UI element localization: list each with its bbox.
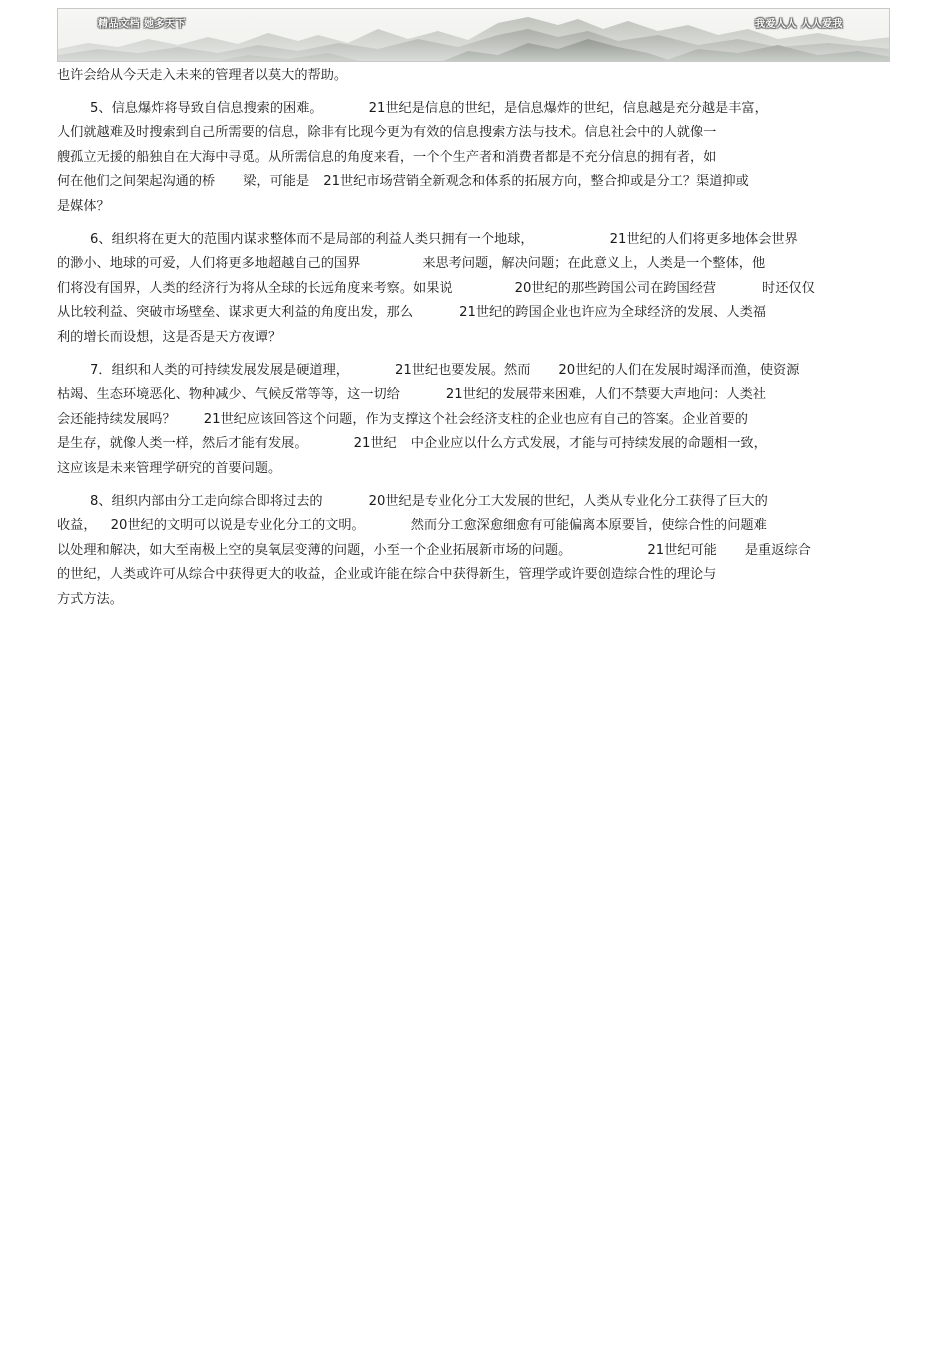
text-line: 从比较利益、突破市场壁垒、谋求更大利益的角度出发，那么 21世纪的跨国企业也许应为全球经济的发展、人类福: [57, 305, 766, 321]
paragraph-intro: [57, 64, 887, 89]
header-banner: [57, 8, 890, 62]
text-line: 的渺小、地球的可爱，人们将更多地超越自己的国界 来思考问题，解决问题；在此意义上，人类是一个整体，他: [57, 256, 766, 272]
text-line: 8、组织内部由分工走向综合即将过去的 20世纪是专业化分工大发展的世纪，人类从专业化分工获得了巨大的: [90, 493, 768, 509]
text-line: 们将没有国界，人类的经济行为将从全球的长远角度来考察。如果说 20世纪的那些跨国公司在跨国经营 时还仅仅: [57, 280, 815, 296]
paragraph-7: [57, 359, 887, 482]
text-line: 枯竭、生态环境恶化、物种减少、气候反常等等，这一切给 21世纪的发展带来困难，人们不禁要大声地问：人类社: [57, 387, 766, 403]
text-line: 利的增长而设想，这是否是天方夜谭？: [57, 329, 282, 345]
text-line: 的世纪，人类或许可从综合中获得更大的收益，企业或许能在综合中获得新生，管理学或许要创造综合性的理论与: [57, 567, 717, 583]
banner-slogan-left: 精品文档 她多天下: [98, 19, 186, 30]
text-line: 人们就越难及时搜索到自己所需要的信息，除非有比现今更为有效的信息搜索方法与技术。信息社会中的人就像一: [57, 125, 717, 141]
text-line: 也许会给从今天走入未来的管理者以莫大的帮助。: [57, 68, 348, 83]
paragraph-5: [57, 97, 887, 220]
text-line: 6、组织将在更大的范围内谋求整体而不是局部的利益人类只拥有一个地球， 21世纪的人们将更多地体会世界: [90, 231, 798, 247]
text-line: 何在他们之间架起沟通的桥 梁，可能是 21世纪市场营销全新观念和体系的拓展方向，整合抑或是分工？渠道抑或: [57, 174, 749, 190]
document-body: [57, 64, 887, 620]
text-line: 7．组织和人类的可持续发展发展是硬道理， 21世纪也要发展。然而 20世纪的人们在发展时竭泽而渔，使资源: [90, 362, 800, 378]
paragraph-8: [57, 490, 887, 613]
text-line: 会还能持续发展吗？ 21世纪应该回答这个问题，作为支撑这个社会经济支柱的企业也应有自己的答案。企业首要的: [57, 411, 748, 427]
text-line: 是生存，就像人类一样，然后才能有发展。 21世纪 中企业应以什么方式发展，才能与可持续发展的命题相一致，: [57, 436, 767, 452]
text-line: 收益， 20世纪的文明可以说是专业化分工的文明。 然而分工愈深愈细愈有可能偏离本原要旨，使综合性的问题难: [57, 518, 767, 534]
text-line: 是媒体？: [57, 198, 110, 214]
text-line: 艘孤立无援的船独自在大海中寻觅。从所需信息的角度来看，一个个生产者和消费者都是不充分信息的拥有者，如: [57, 149, 717, 165]
paragraph-6: [57, 228, 887, 351]
text-line: 以处理和解决，如大至南极上空的臭氧层变薄的问题，小至一个企业拓展新市场的问题。 21世纪可能 是重返综合: [57, 542, 811, 558]
banner-slogan-right: 我爱人人 人人爱我: [755, 19, 843, 30]
text-line: 5、信息爆炸将导致自信息搜索的困难。 21世纪是信息的世纪，是信息爆炸的世纪，信息越是充分越是丰富，: [90, 100, 768, 116]
text-line: 方式方法。: [57, 591, 123, 607]
text-line: 这应该是未来管理学研究的首要问题。: [57, 460, 282, 476]
